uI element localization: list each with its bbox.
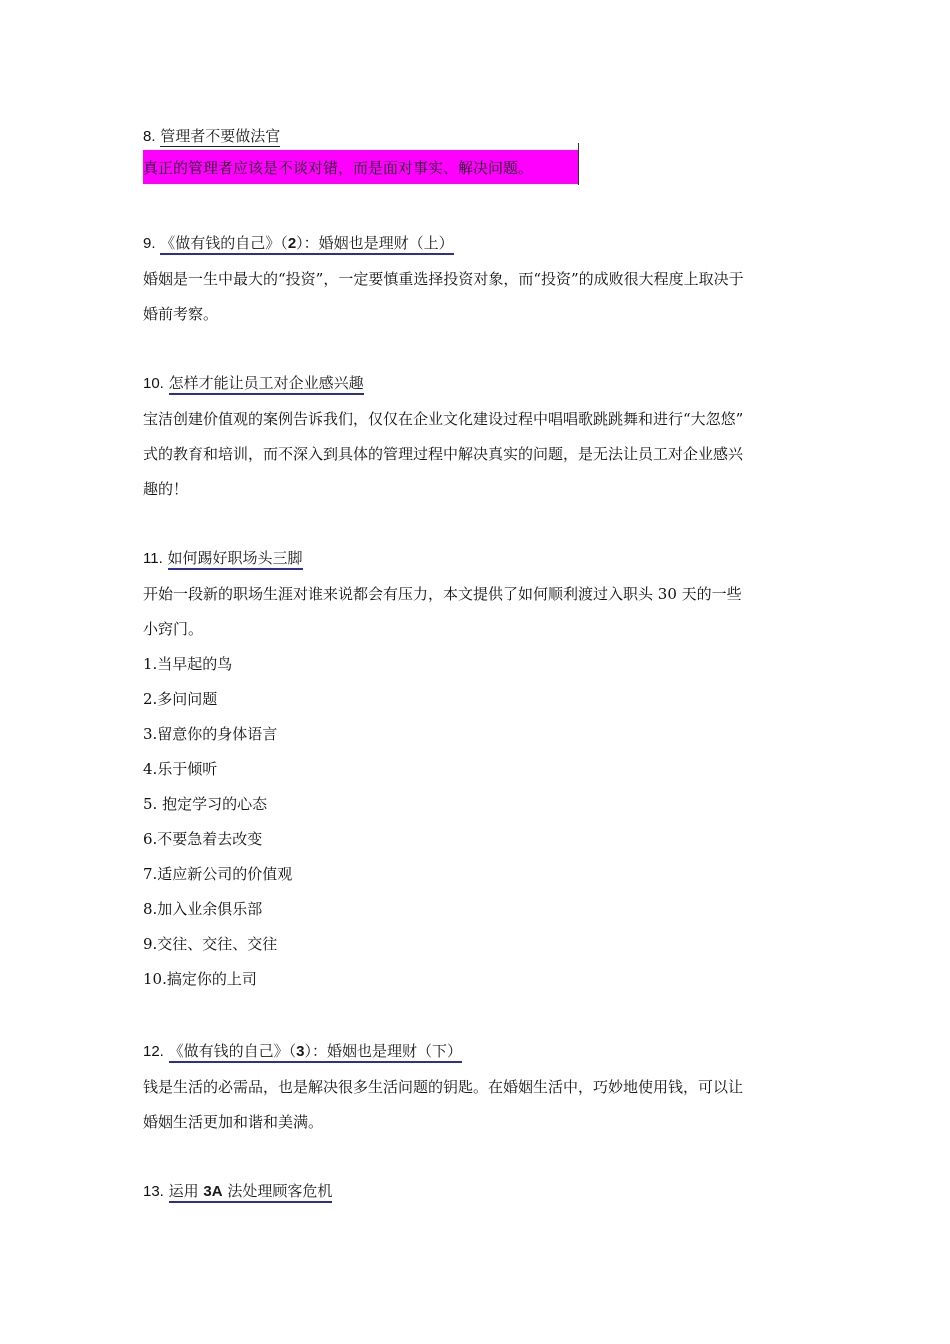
- section-13-heading: [143, 1181, 332, 1202]
- body-line: 开始一段新的职场生涯对谁来说都会有压力，本文提供了如何顺利渡过入职头 30 天的一些: [143, 585, 742, 603]
- highlighted-summary: [143, 150, 579, 184]
- list-item: 5. 抱定学习的心态: [143, 795, 268, 813]
- section-12-heading: [143, 1041, 462, 1062]
- body-line: 婚姻生活更加和谐和美满。: [143, 1113, 324, 1131]
- section-8-title-link[interactable]: 管理者不要做法官: [160, 127, 281, 145]
- section-13: [143, 1181, 813, 1202]
- list-item: 7.适应新公司的价值观: [143, 865, 293, 883]
- section-13-title-link[interactable]: [169, 1182, 333, 1203]
- section-9-body: [143, 262, 813, 332]
- section-8-heading: [143, 126, 280, 147]
- section-number: 9.: [143, 235, 156, 252]
- section-12-body: [143, 1070, 813, 1140]
- list-item: 2.多问问题: [143, 690, 218, 708]
- section-number: 12.: [143, 1043, 164, 1060]
- section-11-title-link[interactable]: 如何踢好职场头三脚: [168, 549, 303, 570]
- body-line: 宝洁创建价值观的案例告诉我们，仅仅在企业文化建设过程中唱唱歌跳跳舞和进行“大忽悠”: [143, 410, 744, 428]
- section-11: [143, 548, 813, 997]
- title-part: 《做有钱的自己》（: [160, 234, 288, 252]
- section-number: 8.: [143, 128, 156, 145]
- title-part: 《做有钱的自己》（: [168, 1042, 297, 1060]
- title-part: 法处理顾客危机: [222, 1182, 333, 1200]
- title-bold-part: 2: [287, 235, 297, 252]
- list-item: 10.搞定你的上司: [143, 970, 257, 988]
- body-line: 婚前考察。: [143, 305, 219, 323]
- title-part: 运用: [168, 1182, 204, 1200]
- section-11-body: [143, 577, 813, 997]
- section-number: 13.: [143, 1183, 164, 1200]
- text-cursor: [578, 143, 579, 185]
- list-item: 1.当早起的鸟: [143, 655, 233, 673]
- section-11-heading: [143, 548, 303, 569]
- section-number: 11.: [143, 550, 163, 567]
- body-line: 式的教育和培训，而不深入到具体的管理过程中解决真实的问题，是无法让员工对企业感兴: [143, 445, 744, 463]
- list-item: 8.加入业余俱乐部: [143, 900, 263, 918]
- body-line: 趣的！: [143, 480, 189, 498]
- body-line: 钱是生活的必需品，也是解决很多生活问题的钥匙。在婚姻生活中，巧妙地使用钱，可以让: [143, 1078, 744, 1096]
- section-9-title-link[interactable]: [160, 234, 453, 255]
- title-bold-part: 3A: [203, 1183, 223, 1200]
- section-number: 10.: [143, 375, 164, 392]
- title-part: ）：婚姻也是理财（上）: [296, 234, 454, 252]
- section-8: [143, 126, 813, 147]
- section-12: [143, 1041, 813, 1140]
- body-line: 婚姻是一生中最大的“投资”，一定要慎重选择投资对象，而“投资”的成败很大程度上取决于: [143, 270, 744, 288]
- title-part: ）：婚姻也是理财（下）: [304, 1042, 463, 1060]
- section-9: [143, 233, 813, 332]
- list-item: 6.不要急着去改变: [143, 830, 263, 848]
- highlighted-summary-text: 真正的管理者应该是不谈对错，而是面对事实、解决问题。: [143, 159, 534, 177]
- body-line: 小窍门。: [143, 620, 204, 638]
- title-bold-part: 3: [296, 1043, 305, 1060]
- section-10: [143, 373, 813, 507]
- list-item: 9.交往、交往、交往: [143, 935, 278, 953]
- list-item: 3.留意你的身体语言: [143, 725, 278, 743]
- section-9-heading: [143, 233, 454, 254]
- section-10-title-link[interactable]: 怎样才能让员工对企业感兴趣: [169, 374, 364, 395]
- section-10-heading: [143, 373, 364, 394]
- section-10-body: [143, 402, 813, 507]
- list-item: 4.乐于倾听: [143, 760, 218, 778]
- section-12-title-link[interactable]: [169, 1042, 462, 1063]
